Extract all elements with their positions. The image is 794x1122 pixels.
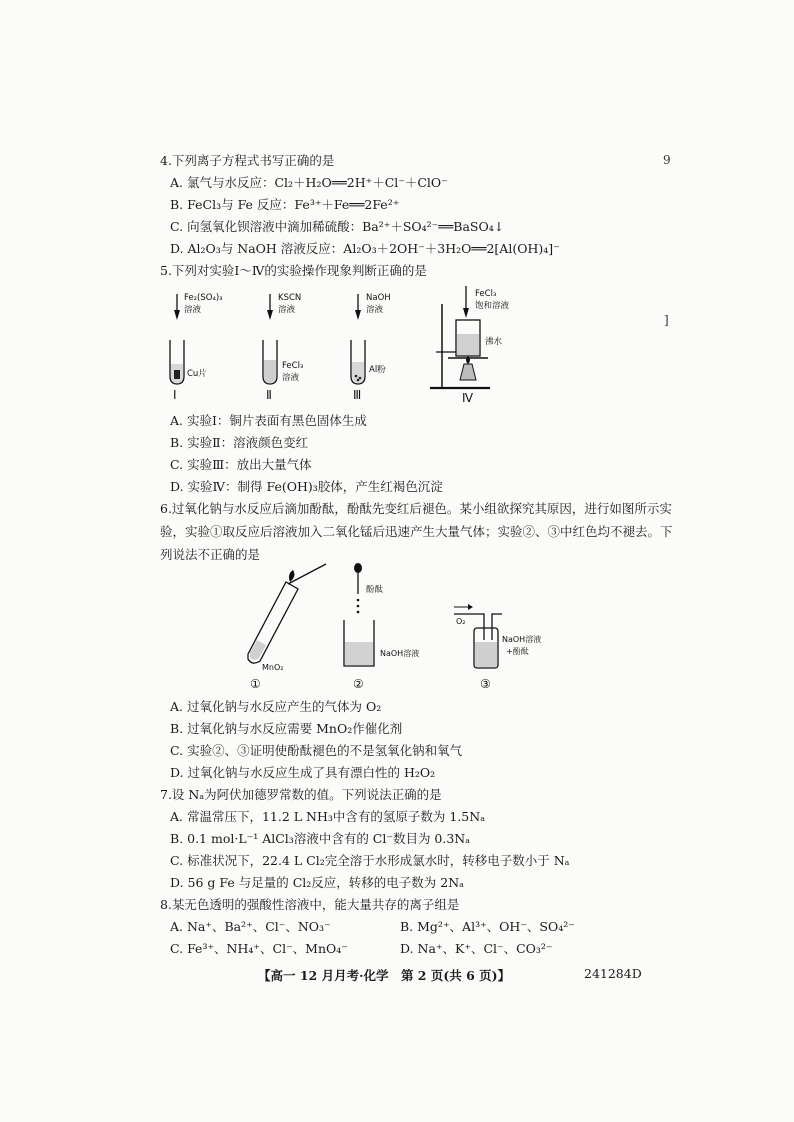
tube-2-apparatus — [263, 293, 303, 402]
q5-option-a: A. 实验Ⅰ：铜片表面有黑色固体生成 — [170, 413, 367, 428]
o2-label: O₂ — [456, 617, 466, 626]
app4-reagent-label: FeCl₃ — [475, 289, 497, 299]
page-footer-title: 【高一 12 月月考·化学 第 2 页(共 6 页)】 — [258, 968, 511, 983]
q6-option-a: A. 过氧化钠与水反应产生的气体为 O₂ — [170, 699, 382, 714]
q6-option-b: B. 过氧化钠与水反应需要 MnO₂作催化剂 — [170, 721, 403, 736]
tube1-solid-label: Cu片 — [187, 369, 207, 379]
tube3-reagent-sub: 溶液 — [366, 305, 384, 315]
tube2-reagent-label: KSCN — [278, 293, 302, 303]
q8-option-a: A. Na⁺、Ba²⁺、Cl⁻、NO₃⁻ — [170, 919, 331, 934]
q5-option-c: C. 实验Ⅲ：放出大量气体 — [170, 457, 312, 472]
margin-mark-bracket: ] — [664, 313, 669, 327]
exp2-number: ② — [353, 677, 364, 691]
q6-option-c: C. 实验②、③证明使酚酞褪色的不是氢氧化钠和氧气 — [170, 743, 463, 758]
q4-option-a: A. 氯气与水反应：Cl₂＋H₂O══2H⁺＋Cl⁻＋ClO⁻ — [170, 175, 448, 190]
page-footer-code: 241284D — [584, 966, 642, 981]
app4-number: Ⅳ — [462, 391, 474, 405]
q4-option-b: B. FeCl₃与 Fe 反应：Fe³⁺＋Fe══2Fe²⁺ — [170, 197, 400, 212]
q5-figure — [160, 284, 540, 412]
q8-option-d: D. Na⁺、K⁺、Cl⁻、CO₃²⁻ — [400, 941, 553, 956]
tube2-content-label: FeCl₃ — [282, 361, 304, 371]
bottle-label-2: +酚酞 — [506, 647, 529, 656]
q7-option-c: C. 标准状况下，22.4 L Cl₂完全溶于水形成氯水时，转移电子数小于 Nₐ — [170, 853, 570, 868]
app4-water-label: 沸水 — [485, 337, 503, 347]
tube2-content-sub: 溶液 — [282, 373, 300, 383]
q5-option-d: D. 实验Ⅳ：制得 Fe(OH)₃胶体，产生红褐色沉淀 — [170, 479, 443, 494]
q4-stem: 4.下列离子方程式书写正确的是 — [160, 153, 335, 168]
bottle-label-1: NaOH溶液 — [502, 635, 542, 644]
mno2-label: MnO₂ — [262, 663, 284, 672]
tube1-reagent-label: Fe₂(SO₄)₃ — [184, 293, 223, 303]
tube-1-apparatus — [170, 293, 223, 402]
q6-stem-line-1: 6.过氧化钠与水反应后滴加酚酞，酚酞先变红后褪色。某小组欲探究其原因，进行如图所示实 — [160, 501, 672, 516]
tube2-number: Ⅱ — [266, 388, 272, 402]
q4-option-c: C. 向氢氧化钡溶液中滴加稀硫酸：Ba²⁺＋SO₄²⁻══BaSO₄↓ — [170, 219, 505, 234]
q7-option-b: B. 0.1 mol·L⁻¹ AlCl₃溶液中含有的 Cl⁻数目为 0.3Nₐ — [170, 831, 471, 846]
app4-reagent-sub: 饱和溶液 — [475, 301, 510, 311]
tube1-number: Ⅰ — [173, 388, 177, 402]
q6-option-d: D. 过氧化钠与水反应生成了具有漂白性的 H₂O₂ — [170, 765, 436, 780]
q6-figure — [240, 562, 540, 694]
q7-stem: 7.设 Nₐ为阿伏加德罗常数的值。下列说法正确的是 — [160, 787, 442, 802]
q4-option-d: D. Al₂O₃与 NaOH 溶液反应：Al₂O₃＋2OH⁻＋3H₂O══2[Al(OH)₄]⁻ — [170, 241, 560, 256]
tube-3-apparatus — [351, 293, 391, 402]
q5-stem: 5.下列对实验Ⅰ～Ⅳ的实验操作现象判断正确的是 — [160, 263, 427, 278]
q5-option-b: B. 实验Ⅱ：溶液颜色变红 — [170, 435, 309, 450]
exp3-number: ③ — [480, 677, 491, 691]
q8-stem: 8.某无色透明的强酸性溶液中，能大量共存的离子组是 — [160, 897, 460, 912]
naoh-label: NaOH溶液 — [380, 649, 420, 658]
q7-option-a: A. 常温常压下，11.2 L NH₃中含有的氢原子数为 1.5Nₐ — [170, 809, 486, 824]
tube3-reagent-label: NaOH — [366, 293, 391, 303]
phenol-label: 酚酞 — [366, 585, 384, 595]
q6-stem-line-3: 列说法不正确的是 — [160, 547, 261, 562]
tube1-reagent-sub: 溶液 — [184, 305, 202, 315]
tube2-reagent-sub: 溶液 — [278, 305, 296, 315]
tube3-solid-label: Al粉 — [369, 365, 386, 375]
exp1-number: ① — [250, 677, 261, 691]
experiment-1-tube — [248, 564, 326, 691]
q8-option-b: B. Mg²⁺、Al³⁺、OH⁻、SO₄²⁻ — [400, 919, 575, 934]
apparatus-4-heating — [430, 286, 510, 405]
experiment-3-bottle — [454, 604, 541, 691]
q7-option-d: D. 56 g Fe 与足量的 Cl₂反应，转移的电子数为 2Nₐ — [170, 875, 464, 890]
margin-mark-top: 9 — [663, 153, 671, 167]
experiment-2-beaker — [344, 563, 419, 691]
tube3-number: Ⅲ — [353, 388, 362, 402]
q8-option-c: C. Fe³⁺、NH₄⁺、Cl⁻、MnO₄⁻ — [170, 941, 348, 956]
q6-stem-line-2: 验，实验①取反应后溶液加入二氧化锰后迅速产生大量气体；实验②、③中红色均不褪去。下 — [160, 524, 673, 539]
